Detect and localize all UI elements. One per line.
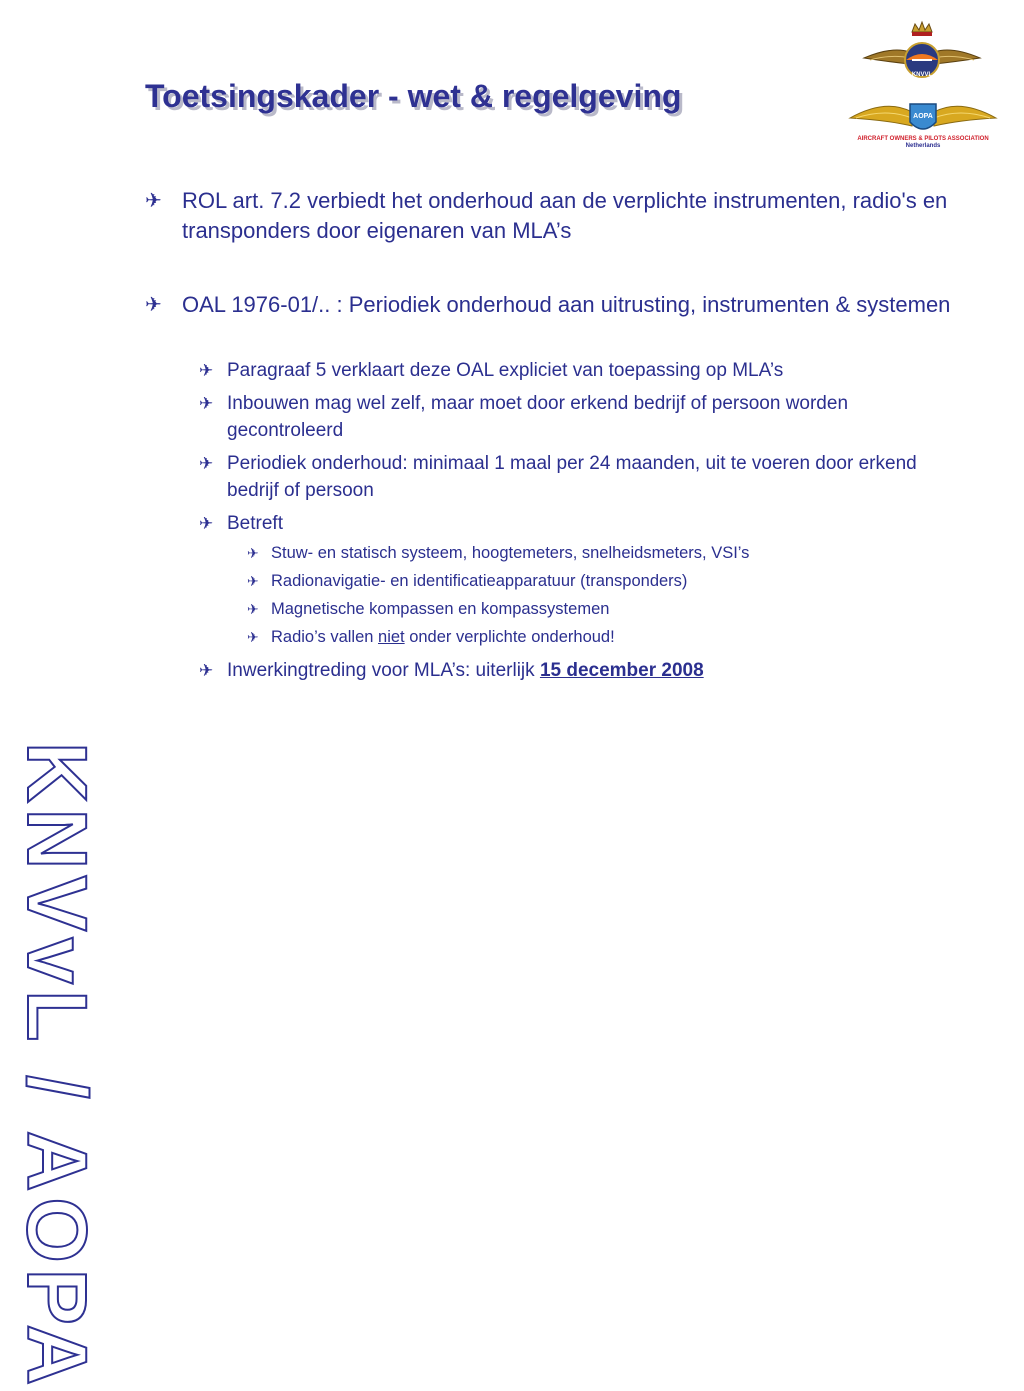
slide-title: Toetsingskader - wet & regelgeving (145, 78, 682, 114)
subsubbullet-radios (247, 624, 947, 651)
bullet-text: ROL art. 7.2 verbiedt het onderhoud aan de verplichte instrumenten, radio's en transponders door eigenaren van MLA’s (182, 188, 948, 243)
subbullet-paragraaf (199, 357, 959, 384)
bullet-text: Magnetische kompassen en kompassystemen (271, 600, 610, 618)
bullet-text: Paragraaf 5 verklaart deze OAL expliciet van toepassing op MLA’s (227, 360, 784, 381)
plane-bullet-icon: ✈ (247, 545, 259, 561)
subbullet-inwerkingtreding (199, 657, 959, 684)
plane-bullet-icon: ✈ (199, 454, 214, 473)
plane-bullet-icon: ✈ (247, 601, 259, 617)
plane-bullet-icon: ✈ (247, 573, 259, 589)
bullet-text (247, 624, 615, 651)
subsubbullet-stuw (247, 540, 947, 567)
bullet-text-post: onder verplichte onderhoud! (404, 628, 615, 646)
subbullet-betreft (199, 510, 959, 537)
bullet-rol (145, 186, 975, 246)
plane-bullet-icon: ✈ (247, 629, 259, 645)
bullet-text: Radionavigatie- en identificatieapparatuur (transponders) (271, 572, 688, 590)
deadline-date: 15 december 2008 (539, 660, 704, 681)
bullet-text: OAL 1976-01/.. : Periodiek onderhoud aan uitrusting, instrumenten & systemen (182, 292, 951, 317)
bullet-text (199, 657, 704, 684)
bullet-text: Periodiek onderhoud: minimaal 1 maal per 24 maanden, uit te voeren door erkend bedrijf of persoon (227, 453, 917, 501)
plane-bullet-icon: ✈ (145, 190, 162, 212)
plane-bullet-icon: ✈ (199, 514, 214, 533)
side-watermark-text: KNVvL / AOPA (10, 742, 104, 1391)
subsubbullet-kompassen (247, 596, 947, 623)
subbullet-inbouwen (199, 390, 959, 444)
subbullet-periodiek (199, 450, 959, 504)
aopa-subcaption-text: Netherlands (905, 143, 941, 149)
plane-bullet-icon: ✈ (199, 661, 214, 680)
plane-bullet-icon: ✈ (199, 361, 214, 380)
knvvl-logo-text: KNVVL (911, 72, 933, 78)
plane-bullet-icon: ✈ (199, 394, 214, 413)
aopa-caption-text: AIRCRAFT OWNERS & PILOTS ASSOCIATION (857, 136, 989, 142)
subsubbullet-radionavigatie (247, 568, 947, 595)
bullet-text-underlined: niet (378, 628, 405, 646)
bullet-text-pre: Inwerkingtreding voor MLA’s: uiterlijk (227, 660, 540, 681)
bullet-text-pre: Radio’s vallen (271, 628, 379, 646)
aopa-badge-text: AOPA (913, 113, 933, 120)
plane-bullet-icon: ✈ (145, 294, 162, 316)
bullet-oal (145, 290, 975, 320)
bullet-text: Stuw- en statisch systeem, hoogtemeters, snelheidsmeters, VSI’s (271, 544, 750, 562)
bullet-text: Betreft (227, 513, 283, 534)
bullet-text: Inbouwen mag wel zelf, maar moet door erkend bedrijf of persoon worden gecontroleerd (227, 393, 849, 441)
